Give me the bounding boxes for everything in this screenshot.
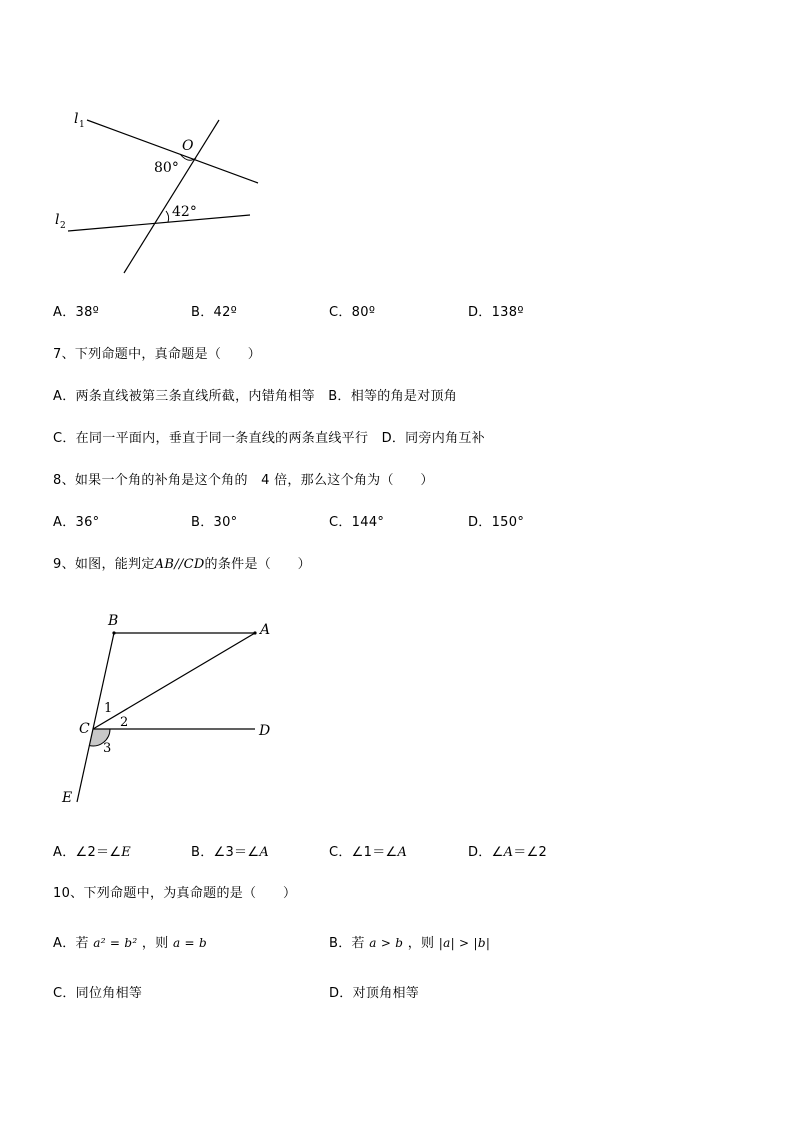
figure-parallel-lines-l1-l2 <box>0 0 794 290</box>
angle-label-2: 2 <box>120 715 129 730</box>
point-a <box>253 631 256 634</box>
angle-label-3: 3 <box>103 741 112 756</box>
line-ca <box>93 633 255 729</box>
label-l1: l <box>74 111 79 127</box>
q8-option-b[interactable]: B．30° <box>191 515 238 530</box>
q9-stem-post: 的条件是（ ） <box>204 557 311 572</box>
q9-option-b-prefix: B．∠3＝∠ <box>191 845 260 860</box>
q9-option-c-var: A <box>397 845 408 860</box>
q10-option-a-math: a² = b² <box>93 936 138 950</box>
q9-stem-math: AB//CD <box>154 557 205 572</box>
label-d: D <box>259 723 271 739</box>
q6-option-d[interactable]: D．138º <box>468 305 524 320</box>
q10-option-a[interactable] <box>53 934 207 953</box>
angle-label-42: 42° <box>172 204 197 220</box>
q10-option-a-mid: ，则 <box>141 936 169 951</box>
label-a: A <box>260 622 271 638</box>
label-c: C <box>79 721 90 737</box>
label-l2: l <box>55 212 60 228</box>
angle-label-80: 80° <box>154 160 179 176</box>
q8-option-d[interactable]: D．150° <box>468 515 525 530</box>
q9-option-d-suffix: ＝∠2 <box>513 845 548 860</box>
q7-stem: 7、下列命题中，真命题是（ ） <box>53 347 262 362</box>
q7-options-line2[interactable]: C．在同一平面内，垂直于同一条直线的两条直线平行 D．同旁内角互补 <box>53 431 485 446</box>
q9-option-b-var: A <box>259 845 270 860</box>
q10-option-b-mid: ，则 <box>407 936 435 951</box>
point-b <box>112 631 115 634</box>
label-l2-sub: 2 <box>60 221 66 231</box>
q9-option-a-var: E <box>121 845 132 860</box>
q9-option-c-prefix: C．∠1＝∠ <box>329 845 398 860</box>
q8-stem: 8、如果一个角的补角是这个角的 4 倍，那么这个角为（ ） <box>53 473 434 488</box>
q9-stem-pre: 9、如图，能判定 <box>53 557 155 572</box>
angle-label-1: 1 <box>104 701 113 716</box>
angle-arc-42 <box>166 211 169 222</box>
q6-option-a[interactable]: A．38º <box>53 305 100 320</box>
q10-option-b[interactable] <box>329 934 490 953</box>
q10-option-b-prefix: B．若 <box>329 936 365 951</box>
q10-option-a-prefix: A．若 <box>53 936 89 951</box>
q7-options-line1[interactable]: A．两条直线被第三条直线所截，内错角相等 B．相等的角是对顶角 <box>53 389 458 404</box>
label-l1-sub: 1 <box>79 120 85 130</box>
q9-option-b[interactable] <box>191 844 269 862</box>
q10-option-a-math2: a = b <box>172 936 207 950</box>
q10-option-b-math2: |a| > |b| <box>438 936 491 950</box>
line-be <box>77 633 114 802</box>
q9-option-d[interactable] <box>468 844 547 862</box>
q9-option-c[interactable] <box>329 844 407 862</box>
q10-option-c[interactable]: C．同位角相等 <box>53 986 143 1001</box>
q10-option-b-math: a > b <box>369 936 404 950</box>
q8-option-a[interactable]: A．36° <box>53 515 100 530</box>
q6-option-b[interactable]: B．42º <box>191 305 238 320</box>
q9-option-a-prefix: A．∠2＝∠ <box>53 845 122 860</box>
figure-ab-cd <box>0 600 320 820</box>
q6-option-c[interactable]: C．80º <box>329 305 376 320</box>
q9-option-a[interactable] <box>53 844 131 862</box>
q9-option-d-var: A <box>503 845 514 860</box>
transversal-line <box>124 120 219 273</box>
q9-stem <box>53 556 311 574</box>
q8-option-c[interactable]: C．144° <box>329 515 385 530</box>
q10-option-d[interactable]: D．对顶角相等 <box>329 986 420 1001</box>
label-b: B <box>108 613 119 629</box>
q10-stem: 10、下列命题中，为真命题的是（ ） <box>53 886 297 901</box>
label-o: O <box>182 138 194 154</box>
label-e: E <box>62 790 73 806</box>
q9-option-d-prefix: D．∠ <box>468 845 504 860</box>
